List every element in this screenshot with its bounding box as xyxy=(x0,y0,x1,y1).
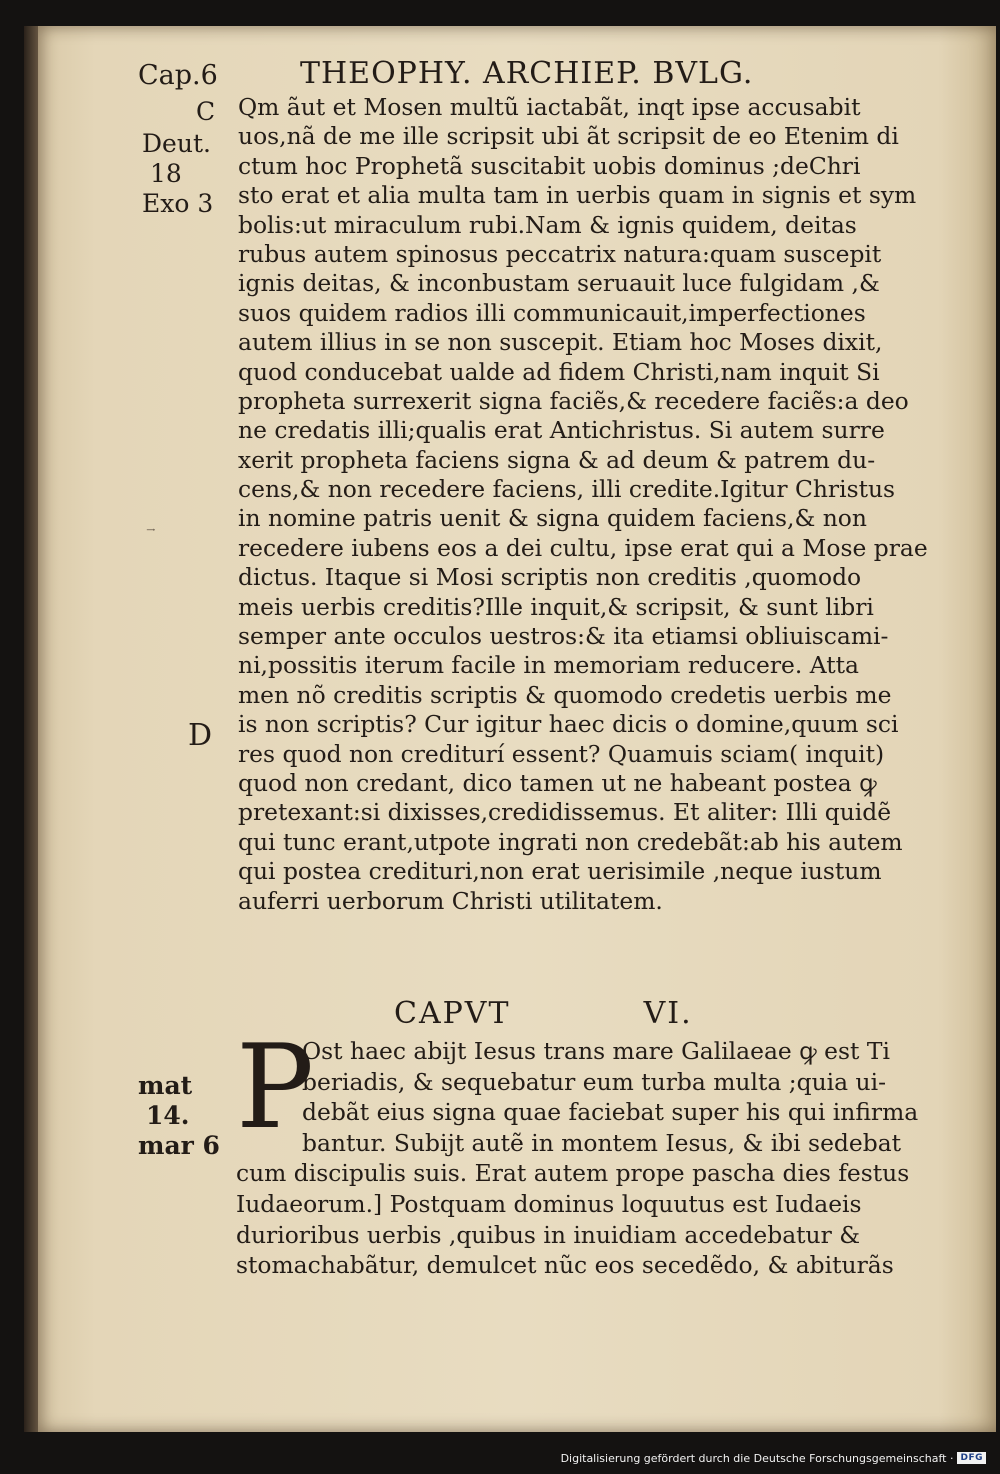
text-line: Iudaeorum.] Postquam dominus loquutus est Iudaeis xyxy=(236,1189,862,1218)
text-line: semper ante occulos uestros:& ita etiamsi obliuiscami- xyxy=(238,622,889,651)
chapter-heading-word: CAPVT xyxy=(394,996,511,1031)
margin-ref-mat: mat xyxy=(138,1071,193,1100)
text-line: in nomine patris uenit & signa quidem faciens,& non xyxy=(238,504,867,533)
margin-ref-deut: Deut. xyxy=(142,129,211,158)
margin-section-d: D xyxy=(188,718,213,753)
text-line: durioribus uerbis ,quibus in inuidiam accedebatur & xyxy=(236,1220,861,1249)
text-line: Qm ãut et Mosen multũ iactabãt, inqt ipse accusabit xyxy=(238,93,861,121)
text-line: qui tunc erant,utpote ingrati non credebãt:ab his autem xyxy=(238,827,903,856)
funding-credit: Digitalisierung gefördert durch die Deutsche Forschungsgemeinschaft · xyxy=(560,1451,954,1465)
text-line: ne credatis illi;qualis erat Antichristus. Si autem surre xyxy=(238,416,885,445)
text-line: beriadis, & sequebatur eum turba multa ;quia ui- xyxy=(302,1067,886,1096)
text-line: dictus. Itaque si Mosi scriptis non creditis ,quomodo xyxy=(238,563,862,592)
dfg-logo: DFG xyxy=(957,1452,986,1464)
text-line: auferri uerborum Christi utilitatem. xyxy=(238,886,663,915)
text-line: bolis:ut miraculum rubi.Nam & ignis quidem, deitas xyxy=(238,210,857,239)
text-line: propheta surrexerit signa faciẽs,& recedere faciẽs:a deo xyxy=(238,386,909,415)
margin-ref-14: 14. xyxy=(146,1101,190,1130)
chapter-heading-number: VI. xyxy=(643,996,693,1031)
margin-ref-exo: Exo 3 xyxy=(142,189,214,218)
text-line: recedere iubens eos a dei cultu, ipse erat qui a Mose prae xyxy=(238,533,928,562)
text-line: sto erat et alia multa tam in uerbis quam in signis et sym xyxy=(238,181,917,210)
text-line: xerit propheta faciens signa & ad deum & patrem du- xyxy=(238,445,876,474)
chapter-heading xyxy=(394,996,693,1031)
text-line: cens,& non recedere faciens, illi credite.Igitur Christus xyxy=(238,475,896,504)
text-line: qui postea credituri,non erat uerisimile ,neque iustum xyxy=(238,857,882,886)
text-line: ignis deitas, & inconbustam seruauit luce fulgidam ,& xyxy=(238,269,880,298)
text-line: pretexant:si dixisses,credidissemus. Et aliter: Illi quidẽ xyxy=(238,798,892,827)
chapter-reference: Cap.6 xyxy=(138,60,218,91)
text-line: suos quidem radios illi communicauit,imperfectiones xyxy=(238,298,866,327)
text-line: quod conducebat ualde ad fidem Christi,nam inquit Si xyxy=(238,357,880,386)
text-line: autem illius in se non suscepit. Etiam hoc Moses dixit, xyxy=(238,328,883,357)
chapter-text-block xyxy=(236,1036,936,1281)
text-line: bantur. Subijt autẽ in montem Iesus, & ibi sedebat xyxy=(302,1128,902,1157)
drop-cap: P xyxy=(236,1020,315,1155)
margin-ref-deut-number: 18 xyxy=(150,159,182,188)
text-line: rubus autem spinosus peccatrix natura:quam suscepit xyxy=(238,239,882,268)
text-line: debãt eius signa quae faciebat super his qui infirma xyxy=(302,1098,919,1127)
text-line: stomachabãtur, demulcet nũc eos secedẽdo, & abiturãs xyxy=(236,1251,894,1280)
digitization-footer xyxy=(561,1450,986,1466)
text-line: ctum hoc Prophetã suscitabit uobis dominus ;deChri xyxy=(238,151,861,180)
text-line: Ost haec abijt Iesus trans mare Galilaeae ꝙ est Ti xyxy=(302,1037,890,1065)
text-line: men nõ creditis scriptis & quomodo credetis uerbis me xyxy=(238,680,892,709)
running-head xyxy=(0,56,1000,96)
text-line: is non scriptis? Cur igitur haec dicis o domine,quum sci xyxy=(238,710,899,739)
text-line: res quod non crediturí essent? Quamuis sciam( inquit) xyxy=(238,739,885,768)
text-line: meis uerbis creditis?Ille inquit,& scripsit, & sunt libri xyxy=(238,592,874,621)
text-line: uos,nã de me ille scripsit ubi ãt scripsit de eo Etenim di xyxy=(238,122,899,151)
margin-section-c: C xyxy=(196,97,216,126)
main-text-block xyxy=(238,93,938,916)
running-title: THEOPHY. ARCHIEP. BVLG. xyxy=(300,56,754,91)
text-line: cum discipulis suis. Erat autem prope pascha dies festus xyxy=(236,1159,910,1188)
text-line: quod non credant, dico tamen ut ne habeant postea ꝙ xyxy=(238,768,877,797)
text-line: ni,possitis iterum facile in memoriam reducere. Atta xyxy=(238,651,859,680)
margin-ref-mar: mar 6 xyxy=(138,1131,220,1160)
